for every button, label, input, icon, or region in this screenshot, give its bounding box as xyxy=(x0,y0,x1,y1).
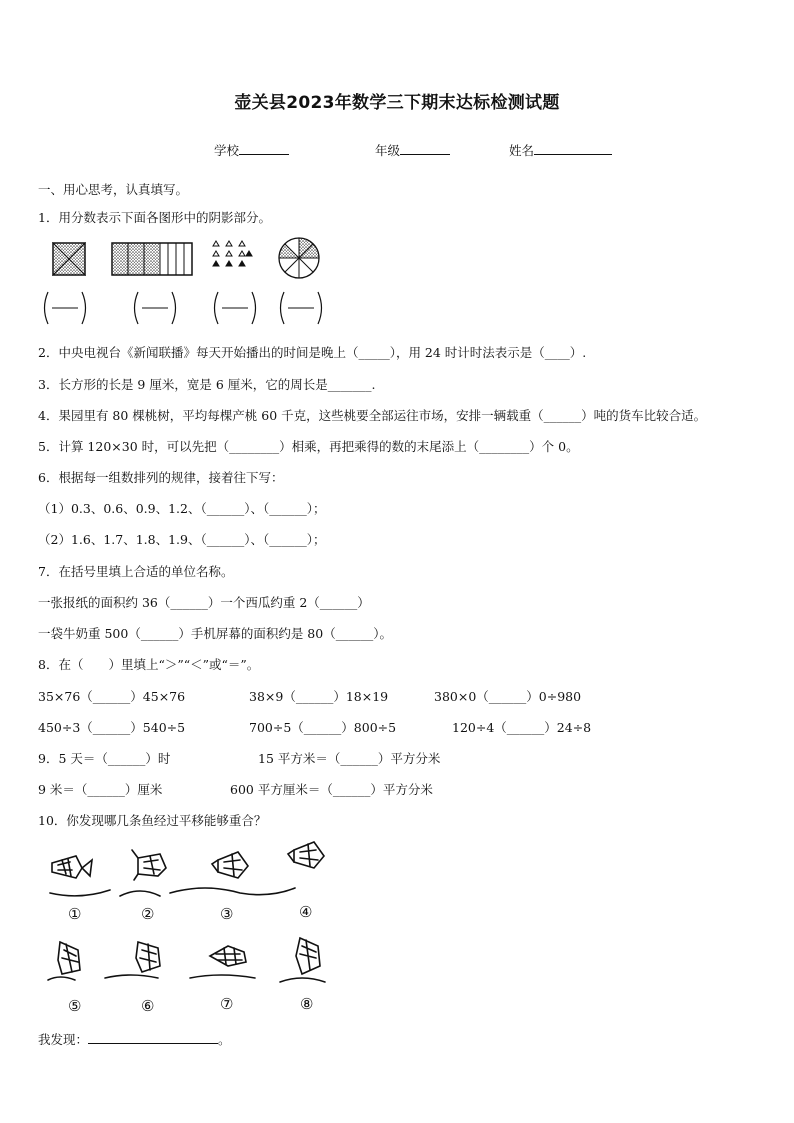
question-6-line-2: （2）1.6、1.7、1.8、1.9、（______）、（______）； xyxy=(38,532,326,547)
compare-item: 700÷5（______）800÷5 xyxy=(249,720,397,735)
conversion-item: 600 平方厘米＝（______）平方分米 xyxy=(230,782,433,797)
school-label: 学校 xyxy=(214,143,240,158)
fraction-answer-1[interactable] xyxy=(40,290,90,330)
compare-item: 38×9（______）18×19 xyxy=(249,689,389,704)
fish-label-4: ④ xyxy=(299,903,313,921)
figure-square-triangles xyxy=(52,242,86,276)
fraction-answer-2[interactable] xyxy=(130,290,180,330)
question-1: 1．用分数表示下面各图形中的阴影部分。 xyxy=(38,210,271,225)
answer-line xyxy=(38,1030,231,1048)
question-8: 8．在（ ）里填上“＞”“＜”或“＝”。 xyxy=(38,657,260,672)
question-7: 7．在括号里填上合适的单位名称。 xyxy=(38,564,234,579)
question-7-line-1: 一张报纸的面积约 36（______）一个西瓜约重 2（______） xyxy=(38,595,370,610)
page-title: 壶关县2023年数学三下期末达标检测试题 xyxy=(234,93,560,113)
question-2: 2．中央电视台《新闻联播》每天开始播出的时间是晚上（_____），用 24 时计时法表示是（____）. xyxy=(38,345,587,360)
fish-label-1: ① xyxy=(68,905,82,923)
fish-label-3: ③ xyxy=(220,905,234,923)
figure-circle-sectors xyxy=(277,236,321,280)
question-10: 10．你发现哪几条鱼经过平移能够重合？ xyxy=(38,813,267,828)
grade-field xyxy=(375,141,450,159)
compare-item: 35×76（______）45×76 xyxy=(38,689,186,704)
figure-strip-rectangle xyxy=(111,242,193,276)
name-field xyxy=(509,141,612,159)
compare-item: 380×0（______）0÷980 xyxy=(434,689,582,704)
grade-label: 年级 xyxy=(375,143,401,158)
compare-item: 120÷4（______）24÷8 xyxy=(452,720,592,735)
school-field xyxy=(214,141,289,159)
name-label: 姓名 xyxy=(509,143,535,158)
compare-item: 450÷3（______）540÷5 xyxy=(38,720,186,735)
fish-label-6: ⑥ xyxy=(141,997,155,1015)
question-4: 4．果园里有 80 棵桃树，平均每棵产桃 60 千克，这些桃要全部运往市场，安排一辆载重（______）吨的货车比较合适。 xyxy=(38,408,707,423)
conversion-item: 9 米＝（______）厘米 xyxy=(38,782,163,797)
fish-label-7: ⑦ xyxy=(220,995,234,1013)
question-6-line-1: （1）0.3、0.6、0.9、1.2、（______）、（______）； xyxy=(38,501,326,516)
conversion-item: 9．5 天＝（______）时 xyxy=(38,751,171,766)
answer-blank[interactable] xyxy=(88,1031,218,1044)
section-heading: 一、用心思考，认真填写。 xyxy=(38,182,189,197)
school-blank[interactable] xyxy=(239,142,289,155)
fish-label-8: ⑧ xyxy=(300,995,314,1013)
figure-triangle-grid xyxy=(212,238,254,272)
answer-suffix: 。 xyxy=(218,1032,231,1047)
fish-label-2: ② xyxy=(141,905,155,923)
fraction-answer-4[interactable] xyxy=(276,290,326,330)
question-5: 5．计算 120×30 时，可以先把（________）相乘，再把乘得的数的末尾添上（________）个 0。 xyxy=(38,439,579,454)
question-6: 6．根据每一组数排列的规律，接着往下写： xyxy=(38,470,284,485)
name-blank[interactable] xyxy=(534,142,612,155)
grade-blank[interactable] xyxy=(400,142,450,155)
fish-label-5: ⑤ xyxy=(68,997,82,1015)
fraction-answer-3[interactable] xyxy=(210,290,260,330)
conversion-item: 15 平方米＝（______）平方分米 xyxy=(258,751,441,766)
question-7-line-2: 一袋牛奶重 500（______）手机屏幕的面积约是 80（______）。 xyxy=(38,626,392,641)
answer-prefix: 我发现： xyxy=(38,1032,89,1047)
question-3: 3．长方形的长是 9 厘米，宽是 6 厘米，它的周长是_______. xyxy=(38,377,376,392)
